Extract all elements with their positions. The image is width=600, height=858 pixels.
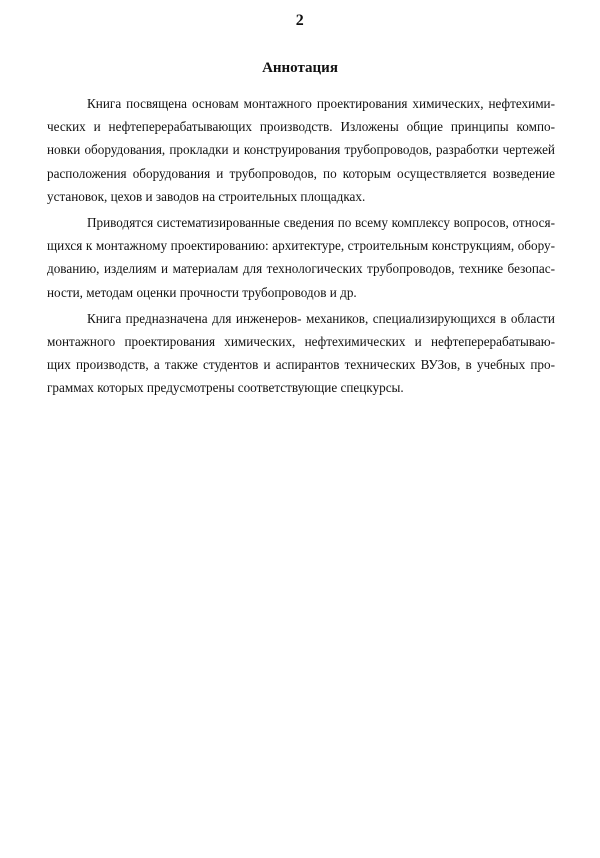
text-line: ческих и нефтеперерабатывающих производств. Изложены общие принципы компо- (47, 119, 555, 135)
annotation-body (47, 92, 555, 400)
paragraph-3 (47, 307, 555, 400)
text-line: расположения оборудования и трубопроводов, по которым осуществляется возведение (47, 165, 555, 181)
text-line: монтажного проектирования химических, нефтехимических и нефтеперерабатываю- (47, 334, 555, 350)
page-title: Аннотация (262, 60, 338, 76)
text-line: Книга посвящена основам монтажного проектирования химических, нефтехими- (87, 96, 555, 111)
page-number: 2 (295, 12, 305, 29)
text-line: новки оборудования, прокладки и конструирования трубопроводов, разработки чертежей (47, 142, 555, 158)
text-line: дованию, изделиям и материалам для технологических трубопроводов, технике безопас- (47, 261, 555, 277)
paragraph-2 (47, 211, 555, 304)
text-line: Книга предназначена для инженеров- механиков, специализирующихся в области (87, 310, 555, 326)
text-line: ности, методам оценки прочности трубопроводов и др. (47, 284, 357, 300)
paragraph-1 (47, 92, 555, 208)
text-line: установок, цехов и заводов на строительных площадках. (47, 188, 366, 204)
text-line: Приводятся систематизированные сведения по всему комплексу вопросов, относя- (87, 215, 555, 231)
text-line: граммах которых предусмотрены соответствующие спецкурсы. (47, 380, 404, 396)
text-line: щихся к монтажному проектированию: архитектуре, строительным конструкциям, обору- (47, 238, 555, 254)
text-line: щих производств, а также студентов и аспирантов технических ВУЗов, в учебных про- (47, 357, 555, 373)
